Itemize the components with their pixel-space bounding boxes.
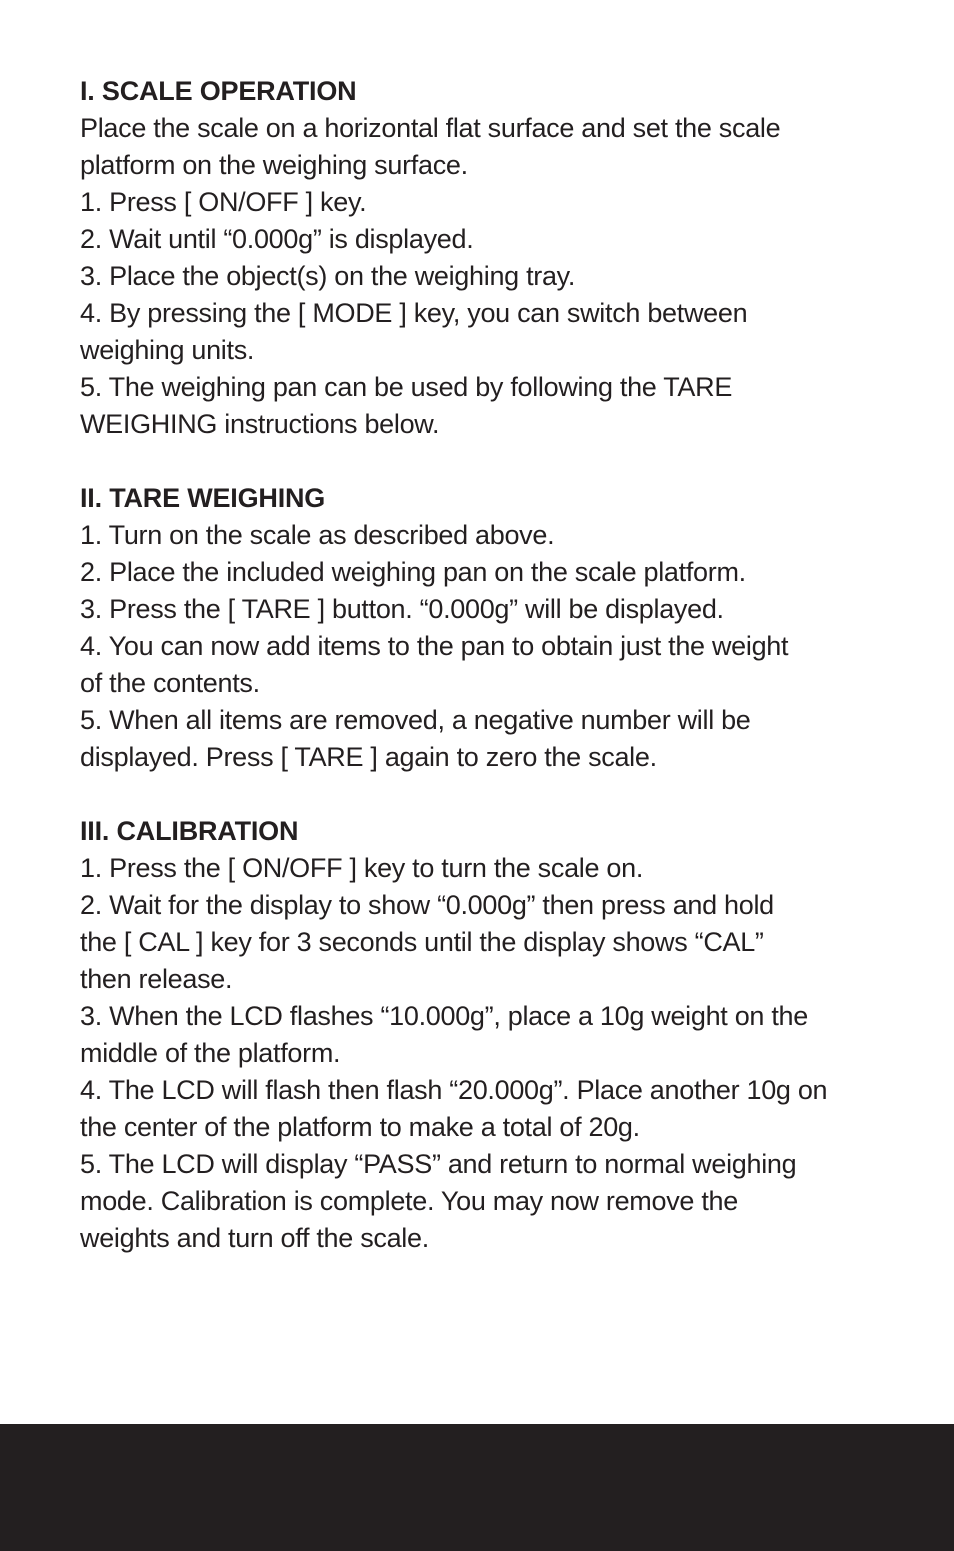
text-line: WEIGHING instructions below.: [80, 409, 440, 439]
text-line: weighing units.: [80, 335, 255, 365]
text-line: platform on the weighing surface.: [80, 150, 468, 180]
text-line: 1. Turn on the scale as described above.: [80, 520, 555, 550]
text-line: weights and turn off the scale.: [80, 1223, 429, 1253]
text-line: 5. The LCD will display “PASS” and return to normal weighing: [80, 1149, 797, 1179]
section-scale-operation: [80, 73, 880, 443]
text-line: Place the scale on a horizontal flat surface and set the scale: [80, 113, 781, 143]
text-line: 3. Press the [ TARE ] button. “0.000g” will be displayed.: [80, 594, 724, 624]
section-heading: III. CALIBRATION: [80, 816, 299, 846]
text-line: 2. Place the included weighing pan on the scale platform.: [80, 557, 746, 587]
text-line: 3. When the LCD flashes “10.000g”, place a 10g weight on the: [80, 1001, 808, 1031]
text-line: then release.: [80, 964, 233, 994]
text-line: 2. Wait until “0.000g” is displayed.: [80, 224, 474, 254]
section-heading: II. TARE WEIGHING: [80, 483, 326, 513]
text-line: 5. When all items are removed, a negative number will be: [80, 705, 751, 735]
section-heading: I. SCALE OPERATION: [80, 76, 357, 106]
manual-content: [80, 73, 880, 1294]
text-line: 2. Wait for the display to show “0.000g” then press and hold: [80, 890, 774, 920]
text-line: 1. Press the [ ON/OFF ] key to turn the scale on.: [80, 853, 644, 883]
footer-bar: [0, 1424, 954, 1551]
section-tare-weighing: [80, 480, 880, 776]
text-line: middle of the platform.: [80, 1038, 341, 1068]
section-calibration: [80, 813, 880, 1257]
text-line: the center of the platform to make a total of 20g.: [80, 1112, 640, 1142]
text-line: 1. Press [ ON/OFF ] key.: [80, 187, 367, 217]
text-line: 3. Place the object(s) on the weighing tray.: [80, 261, 576, 291]
text-line: the [ CAL ] key for 3 seconds until the display shows “CAL”: [80, 927, 764, 957]
text-line: 5. The weighing pan can be used by following the TARE: [80, 372, 733, 402]
text-line: 4. The LCD will flash then flash “20.000g”. Place another 10g on: [80, 1075, 828, 1105]
text-line: of the contents.: [80, 668, 260, 698]
text-line: 4. You can now add items to the pan to obtain just the weight: [80, 631, 789, 661]
text-line: displayed. Press [ TARE ] again to zero the scale.: [80, 742, 657, 772]
text-line: 4. By pressing the [ MODE ] key, you can switch between: [80, 298, 748, 328]
text-line: mode. Calibration is complete. You may now remove the: [80, 1186, 738, 1216]
